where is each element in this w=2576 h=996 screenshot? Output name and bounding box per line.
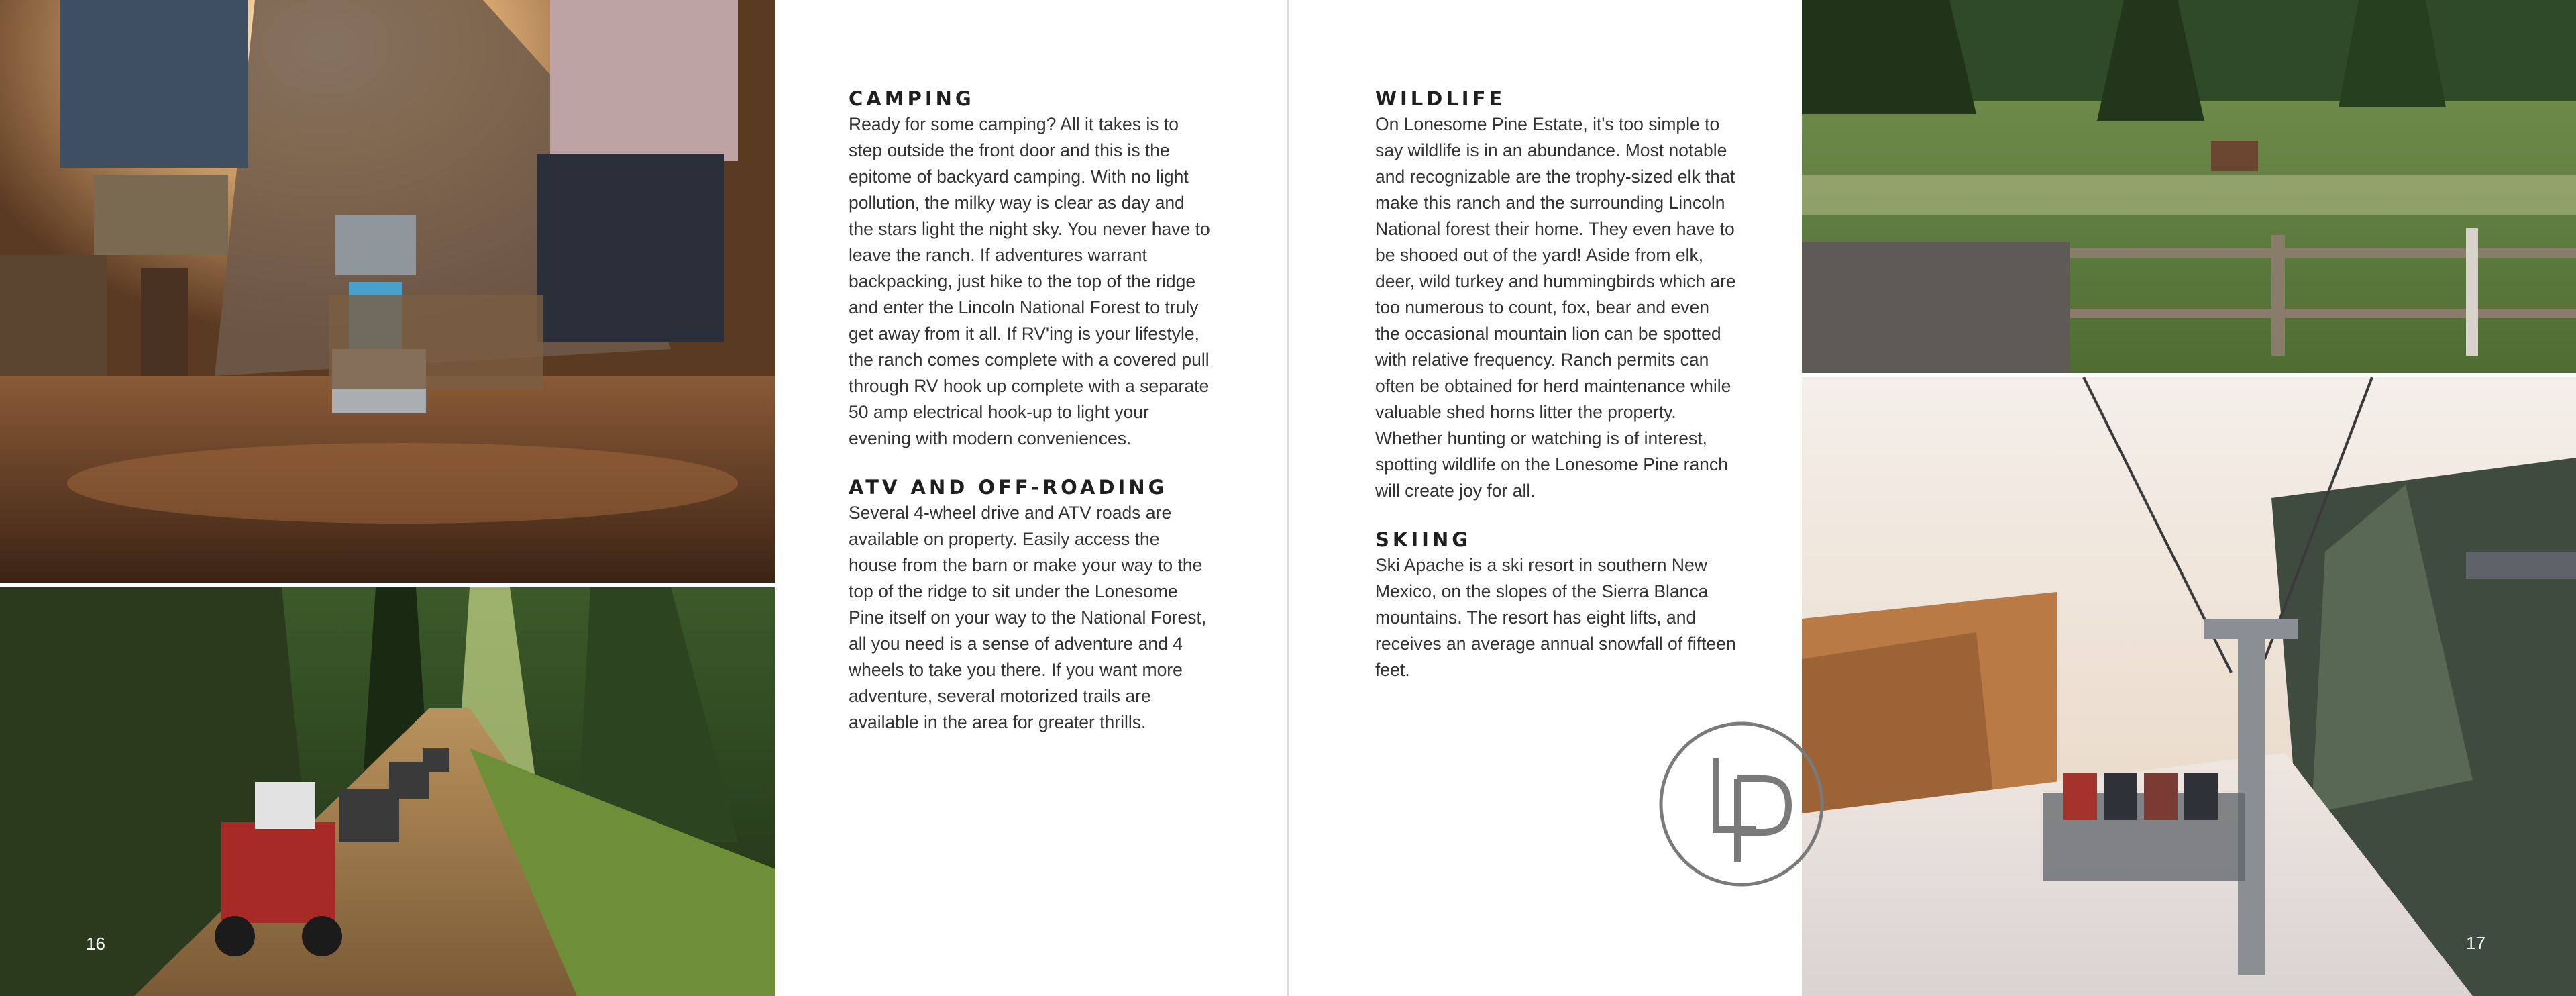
section-heading-skiing: SKIING bbox=[1375, 528, 1472, 551]
section-body-atv: Several 4-wheel drive and ATV roads are available on property. Easily access the house from the barn or make your way to the top of the ridge to sit under the Lonesome Pine itself on your way to the National Forest, all you need is a sense of adventure and 4 wheels to take you there. If you want more adventure, several motorized trails are available in the area for greater thrills. bbox=[849, 503, 1207, 732]
page-gutter bbox=[1287, 0, 1289, 996]
logo-ring bbox=[1661, 724, 1822, 885]
section-body-wildlife: On Lonesome Pine Estate, it's too simple to say wildlife is in an abundance. Most notable and recognizable are the trophy-sized elk that make this ranch and the surrounding Lincoln National forest their home. They even have to be shooed out of the yard! Aside from elk, deer, wild turkey and hummingbirds which are too numerous to count, fox, bear and even the occasional mountain lion can be spotted with relative frequency. Ranch permits can often be obtained for herd maintenance while valuable shed horns litter the property. Whether hunting or watching is of interest, spotting wildlife on the Lonesome Pine ranch will create joy for all. bbox=[1375, 114, 1736, 501]
camping-photo bbox=[0, 0, 775, 583]
logo-letter-p bbox=[1737, 779, 1788, 862]
section-heading-atv: ATV AND OFF-ROADING bbox=[849, 476, 1168, 499]
section-heading-camping: CAMPING bbox=[849, 87, 975, 110]
section-body-skiing: Ski Apache is a ski resort in southern New Mexico, on the slopes of the Sierra Blanca mountains. The resort has eight lifts, and receives an average annual snowfall of fifteen feet. bbox=[1375, 555, 1736, 680]
elk-meadow-photo bbox=[1802, 0, 2576, 373]
right-text-column bbox=[1375, 86, 1737, 706]
page-number-right: 17 bbox=[2466, 933, 2485, 953]
atv-trail-photo bbox=[0, 587, 775, 996]
page-number-left: 16 bbox=[86, 934, 105, 954]
lp-monogram-logo bbox=[1657, 719, 1826, 889]
ski-lift-photo bbox=[1802, 377, 2576, 996]
left-text-column bbox=[849, 86, 1211, 758]
section-heading-wildlife: WILDLIFE bbox=[1375, 87, 1506, 110]
section-body-camping: Ready for some camping? All it takes is to step outside the front door and this is the epitome of backyard camping. With no light pollution, the milky way is clear as day and the stars light the night sky. You never have to leave the ranch. If adventures warrant backpacking, just hike to the top of the ridge and enter the Lincoln National Forest to truly get away from it all. If RV'ing is your lifestyle, the ranch comes complete with a covered pull through RV hook up complete with a separate 50 amp electrical hook-up to light your evening with modern conveniences. bbox=[849, 114, 1210, 448]
